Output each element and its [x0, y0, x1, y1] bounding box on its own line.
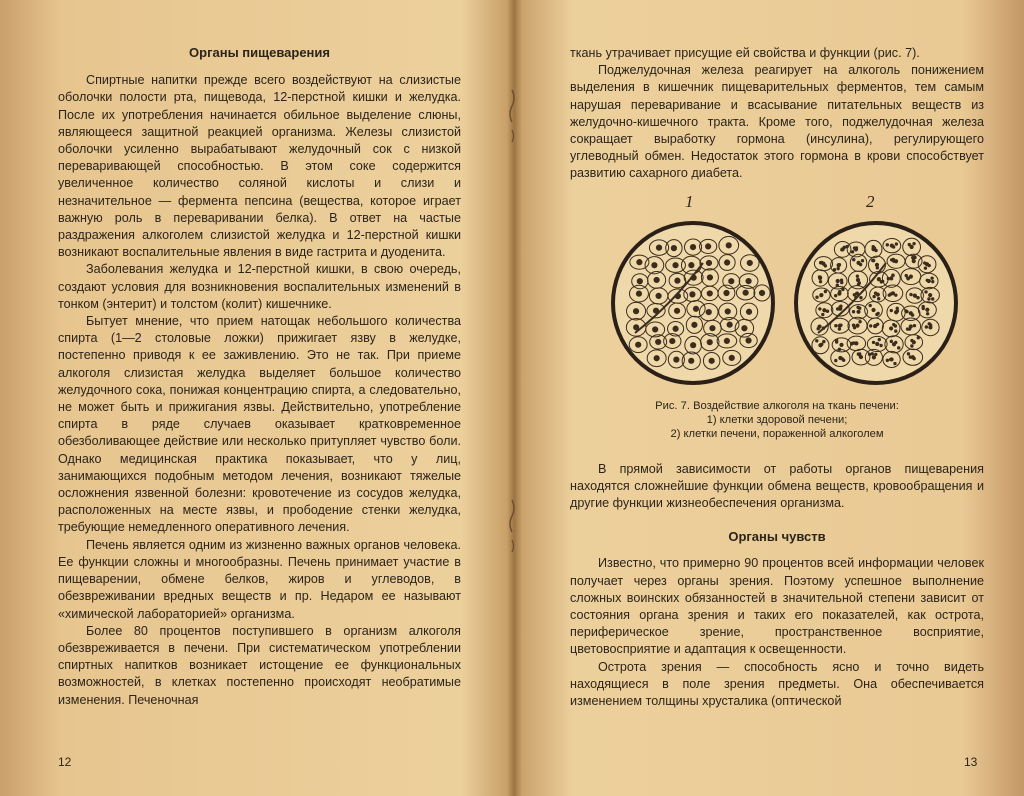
- liver-tissue-illustration: [570, 203, 984, 393]
- healthy-liver-cells-circle: [613, 223, 773, 383]
- figure-liver-cells: [570, 193, 984, 461]
- paragraph: В прямой зависимости от работы органов пищеварения находятся сложнейшие функции обмена веществ, кровообращения и другие функции жизнеобеспечения организма.: [570, 461, 984, 511]
- paragraph: Известно, что примерно 90 процентов всей информации человек получает через органы зрения. Поэтому успешное выполнение сложных воинских обязанностей в значительной степени зависит от состояния органа зрения и таких его показателей, как острота, периферическое зрение, пространственное восприятие, цветовосприятие и адаптация к освещенности.: [570, 556, 984, 657]
- caption-line: 2) клетки печени, пораженной алкоголем: [670, 427, 884, 440]
- page-number-left: 12: [58, 755, 72, 769]
- caption-line: Рис. 7. Воздействие алкоголя на ткань печени:: [655, 399, 899, 412]
- right-text-column: [570, 45, 984, 710]
- figure-caption: [570, 399, 984, 441]
- paragraph: Заболевания желудка и 12-перстной кишки, в свою очередь, создают условия для возникновения воспалительных изменений в тонком (энтерит) и толстом (колит) кишечнике.: [58, 262, 461, 311]
- paragraph: ткань утрачивает присущие ей свойства и функции (рис. 7).: [570, 46, 920, 60]
- left-text-column: [58, 44, 461, 709]
- paragraph: Печень является одним из жизненно важных органов человека. Ее функции сложны и многообразны. Печень принимает участие в пищеварении, обмене белков, жиров и углеводов, в обезвреживании вредных веществ и пр. Недаром ее называют «химической лабораторией» организма.: [58, 537, 461, 621]
- paragraph: Более 80 процентов поступившего в организм алкоголя обезвреживается в печени. При систематическом употреблении спиртных напитков возникает истощение ее функциональных возможностей, в клетках постепенно происходят необратимые изменения. Печеночная: [58, 623, 461, 707]
- page-number-right: 13: [964, 755, 978, 769]
- damaged-liver-cells-circle: [796, 223, 956, 383]
- section-heading-digestion: Органы пищеварения: [189, 45, 330, 60]
- paragraph: Бытует мнение, что прием натощак небольшого количества спирта (1—2 столовые ложки) прижигает язву в желудке, постепенно приводя к ее заживлению. Это не так. При приеме алкоголя слизистая желудка выделяет большое количество желудочного сока, понижая концентрацию спирта, а следовательно, не может быть и прижигания язвы. Действительно, употребление спирта в ряде случаев оказывает кратковременное обезболивающее действие или несколько притупляет чувство боли. Однако медицинская практика показывает, что у лиц, занимающихся подобным методом лечения, возникают тяжелые осложнения язвенной болезни: кровотечение из сосудов желудка, расположенных на месте язвы, и прободение стенки желудка, требующие немедленного оперативного лечения.: [58, 314, 461, 535]
- paragraph: Поджелудочная железа реагирует на алкоголь понижением выделения в кишечник пищеварительных ферментов, тем самым нарушая переваривание и всасывание питательных веществ из желудочно-кишечного тракта. Кроме того, поджелудочная железа сокращает выработку гормона (инсулина), регулирующего углеводный обмен. Недостаток этого гормона в крови способствует развитию сахарного диабета.: [570, 63, 984, 181]
- right-page: [512, 0, 1024, 796]
- figure-label-2: 2: [866, 191, 875, 211]
- figure-label-1: 1: [685, 191, 694, 211]
- section-heading-senses: Органы чувств: [728, 529, 826, 545]
- paragraph: Острота зрения — способность ясно и точно видеть находящиеся в поле зрения предметы. Она обеспечивается изменением толщины хрусталика (оптической: [570, 659, 984, 709]
- caption-line: 1) клетки здоровой печени;: [706, 413, 848, 426]
- paragraph: Спиртные напитки прежде всего воздействуют на слизистые оболочки полости рта, пищевода, 12-перстной кишки и желудка. После их употребления начинается обильное выделение слюны, являющееся защитной реакцией организма. Железы слизистой оболочки усиленно вырабатывают желудочный сок с низкой переваривающей способностью. В этом соке содержится увеличенное количество соляной кислоты и слизи и незначительное — фермента пепсина (вещества, которое играет важную роль в переваривании белка). В ответ на частые раздражения алкоголем слизистой желудка и 12-перстной кишки возникают воспалительные явления в виде гастрита и дуоденита.: [58, 73, 461, 260]
